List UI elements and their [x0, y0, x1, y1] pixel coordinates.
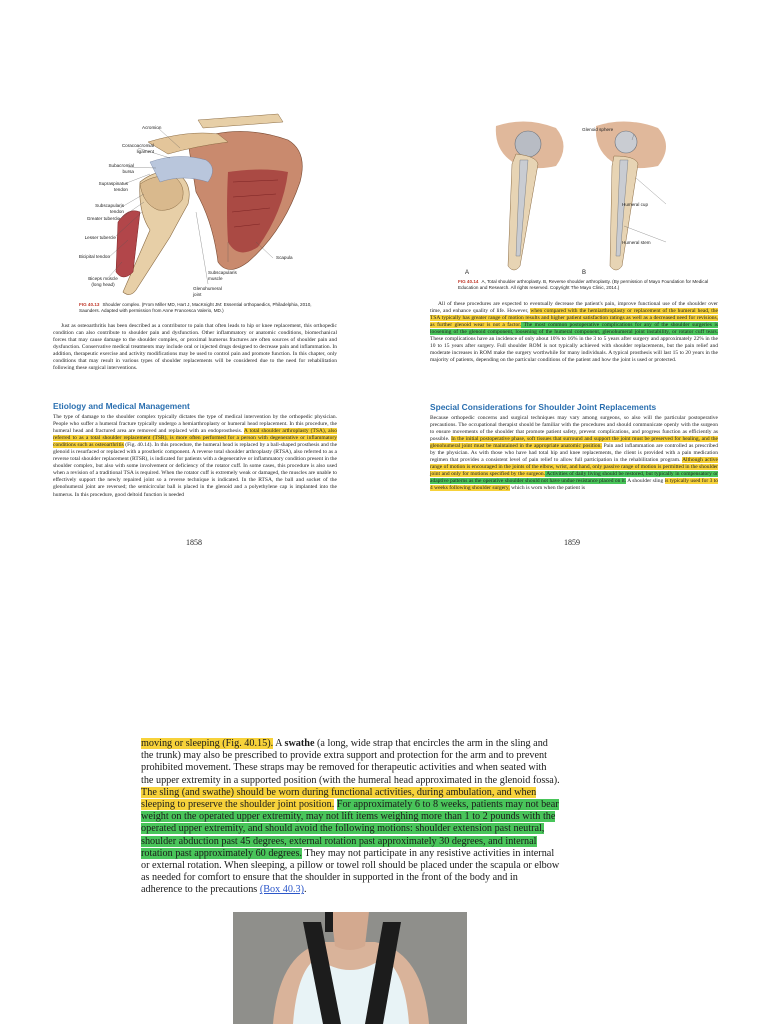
figure-caption-text: Shoulder complex. (From Miller MD, Hart J, MacKnight JM: Essential orthopaedics, Philadelphia, 2010, Saunders. Adapted with permission from Anne Francesca Valerio, MD.) — [79, 302, 312, 313]
fig-label-acromion: Acromion — [142, 125, 162, 130]
fig-label-biceps-muscle: Biceps muscle (long head) — [88, 276, 118, 287]
procedures-paragraph: All of these procedures are expected to eventually decrease the patient's pain, improve functional use of the shoulder over time, and enhance quality of life. However, when compared with the hemiarthroplasty or replacement of the humeral head, the TSA typically has greater range of motion results and higher patient satisfaction ratings as well as a decreased need for revisions, as further glenoid wear is not a factor. The most common postoperative complications for any of the shoulder surgeries is loosening of the glenoid component, loosening of the humeral component, glenohumeral joint instability, or rotator cuff tears. These complications have an incidence of only about 10% to 16% in the 3 to 5 years after surgery and approximately 22% in the 10 to 15 years after surgery. Full shoulder ROM is not typically achieved with shoulder replacements, but the pain relief and moderate increases in ROM make the surgery worthwhile for many individuals. A typical prosthesis will last 15 to 20 years in the majority of patients, depending on the particular conditions of the patient and how the joint is used or protected. — [430, 301, 718, 364]
fig-label-humeral-cup: Humeral cup — [622, 202, 649, 207]
highlight: Although active range of motion is encouraged in the joints of the elbow, wrist, and hand, only passive range of motion is permitted in the shoulder joint and only for motions specified by the surgeon. — [430, 457, 718, 478]
fig-label-subscapularis-muscle: Subscapularis muscle — [208, 270, 237, 281]
figure-caption-text: A, Total shoulder arthroplasty. B, Reverse shoulder arthroplasty. (By permission of Mayo Foundation for Medical Education and Research. All rights reserved. Copyright The Mayo Clinic, 2014.) — [458, 279, 709, 290]
fig-label-a: A — [465, 270, 470, 276]
highlight: when compared with the hemiarthroplasty or replacement of the humeral head, the TSA typically has greater range of motion results and higher patient satisfaction ratings as well as a decreased need for revisions, as further glenoid wear is not a factor. — [430, 308, 718, 329]
highlight-green: For approximately 6 to 8 weeks, patients may not bear weight on the operated upper extremity, may not lift items weighing more than 1 to 2 pounds with the operated upper extremity, and should avoid the following motions: shoulder extension past neutral, shoulder abduction past 45 degrees, external rotation past approximately 30 degrees, and internal rotation past approximately 60 degrees. — [141, 799, 559, 859]
page-number: 1858 — [186, 538, 202, 547]
figure-number: FIG 40.14 — [458, 279, 479, 284]
figure-number: FIG 40.13 — [79, 302, 100, 307]
fig-label-humeral-stem: Humeral stem — [622, 240, 651, 245]
highlight: moving or sleeping (Fig. 40.15). — [141, 738, 274, 749]
right-page — [384, 0, 768, 560]
fig-label-supraspinatus: Supraspinatus tendon — [98, 181, 128, 192]
highlight-green: The most common postoperative complications for any of the shoulder surgeries is loosening of the glenoid component, loosening of the humeral component, glenohumeral joint instability, or rotator cuff tears. — [430, 322, 718, 336]
page-number: 1859 — [564, 538, 580, 547]
fig-label-subscapularis-tendon: Subscapularis tendon — [95, 203, 124, 214]
zoomed-paragraph: moving or sleeping (Fig. 40.15). A swathe (a long, wide strap that encircles the arm in the sling and the trunk) may also be prescribed to provide extra support and protection for the arm and to prevent prohibited movement. These straps may be removed for therapeutic activities and when seated with the upper extremity in a supported position (with the humeral head approximated in the glenoid fossa). The sling (and swathe) should be worn during functional activities, during ambulation, and when sleeping to preserve the shoulder joint position. For approximately 6 to 8 weeks, patients may not bear weight on the operated upper extremity, may not lift items weighing more than 1 to 2 pounds with the operated upper extremity, and should avoid the following motions: shoulder extension past neutral, shoulder abduction past 45 degrees, external rotation past approximately 30 degrees, and internal rotation past approximately 60 degrees. They may not participate in any resistive activities in internal or external rotation. When sleeping, a pillow or towel roll should be placed under the scapula or elbow as needed for comfort to ensure that the shoulder in supported in the front of the body and in adherence to the precautions (Box 40.3). — [141, 738, 560, 896]
fig-label-scapula: Scapula — [276, 255, 293, 260]
considerations-paragraph: Because orthopedic concerns and surgical techniques may vary among surgeons, so also will the particular postoperative precautions. The occupational therapist should be familiar with the procedures and should communicate openly with the surgeon to ensure movements of the shoulder that promote patient safety, prevent complications, and progress function as efficiently as possible. In the initial postoperative phase, soft tissues that surround and support the joint must be preserved for healing, and the glenohumeral joint must be maintained in the appropriate anatomic position. Pain and inflammation are controlled as prescribed by the physician. As with those who have had total hip and knee replacements, the client is provided with a pain medication regimen that provides a consistent level of pain relief to allow full participation in the rehabilitation program. Although active range of motion is encouraged in the joints of the elbow, wrist, and hand, only passive range of motion is permitted in the shoulder joint and only for motions specified by the surgeon. Activities of daily living should be restored, but typically in compensatory or adaptive patterns as the operative shoulder should not have undue resistance placed on it. A shoulder sling is typically used for 3 to 4 weeks following shoulder surgery, which is worn when the patient is — [430, 415, 718, 492]
fig-label-glenoid-sphere: Glenoid sphere — [582, 127, 614, 132]
section-heading-etiology: Etiology and Medical Management — [53, 401, 190, 411]
fig-label-bicipital-tendon: Bicipital tendon — [78, 254, 110, 259]
section-heading-special-considerations: Special Considerations for Shoulder Joint Replacements — [430, 402, 657, 412]
figure-caption — [79, 302, 327, 314]
highlight: is typically used for 3 to 4 weeks following shoulder surgery, — [430, 478, 718, 492]
sling-photo — [233, 912, 467, 1024]
box-reference-link[interactable]: (Box 40.3) — [259, 884, 304, 896]
left-page — [0, 0, 384, 560]
fig-label-subacromial: Subacromial bursa — [108, 163, 134, 174]
etiology-paragraph: The type of damage to the shoulder complex typically dictates the type of medical intervention by the orthopedic physician. People who suffer a humeral fracture typically undergo a hemiarthroplasty or humeral head replacement. In this procedure, the humeral head and fractured area are removed and replaced with an endoprosthesis. A total shoulder arthroplasty (TSA), also referred to as a total shoulder replacement (TSR), is more often performed for a person with degenerative or inflammatory conditions such as osteoarthritis (Fig. 40.14). In this procedure, the humeral head is replaced by a ball-shaped prosthesis and the glenoid is resurfaced or replaced with a prosthetic component. A reverse total shoulder arthroplasty (RTSA), also referred to as a reverse total shoulder replacement (RTSR), is indicated for patients with a degenerative or inflammatory condition present in the shoulder complex, but also with some involvement or deficiency of the rotator cuff. In some cases, this procedure is also used when a revision of a traditional TSA is required. When the rotator cuff is extremely weak or damaged, the muscles are unable to effectively support the newly repaired joint so a reverse technique is indicated. In the RTSA, the ball and socket of the glenohumeral joint are reversed; the semicircular ball is placed in the glenoid and a polyethylene cap is implanted into the humerus. In this procedure, good deltoid function is needed — [53, 414, 338, 498]
fig-label-coracoacromial: Coracoacromial ligament — [121, 143, 154, 154]
shoulder-arthroplasty-figure — [476, 116, 700, 276]
fig-label-glenohumeral: Glenohumeral joint — [193, 286, 222, 297]
highlight: In the initial postoperative phase, soft tissues that surround and support the joint must be preserved for healing, and the glenohumeral joint must be maintained in the appropriate anatomic position. — [430, 436, 718, 450]
sling-photo-illustration — [233, 912, 467, 1024]
bold-term: swathe — [284, 738, 315, 749]
fig-label-greater-tubercle: Greater tubercle — [86, 216, 120, 221]
intro-paragraph: Just as osteoarthritis has been described as a contributor to pain that often leads to hip or knee replacement, this orthopedic condition can also contribute to shoulder pain and dysfunction. Other inflammatory or anatomic conditions, biomechanical forces that may cause damage to the shoulder complex, or proximal humerus fractures are often sources of shoulder pain and dysfunction. Conservative medical treatments may include oral or injected drugs designed to decrease pain and inflammation. In addition, therapeutic exercise and activity modifications may be used to control pain and promote function. In this chapter, only conditions that may result in various types of shoulder replacements will be considered due to the need for rehabilitation following these surgical interventions. — [53, 323, 337, 372]
fig-label-lesser-tubercle: Lesser tubercle — [84, 235, 116, 240]
highlight-green: Activities of daily living should be restored, but typically in compensatory or adaptive patterns as the operative shoulder should not have undue resistance placed on it. — [430, 471, 718, 485]
highlight: The sling (and swathe) should be worn during functional activities, during ambulation, and when sleeping to preserve the shoulder joint position. — [141, 786, 537, 811]
highlight: A total shoulder arthroplasty (TSA), also referred to as a total shoulder replacement (TSR), is more often performed for a person with degenerative or inflammatory conditions such as osteoarthritis — [53, 428, 337, 449]
fig-label-b: B — [582, 270, 587, 276]
figure-caption — [458, 279, 720, 291]
